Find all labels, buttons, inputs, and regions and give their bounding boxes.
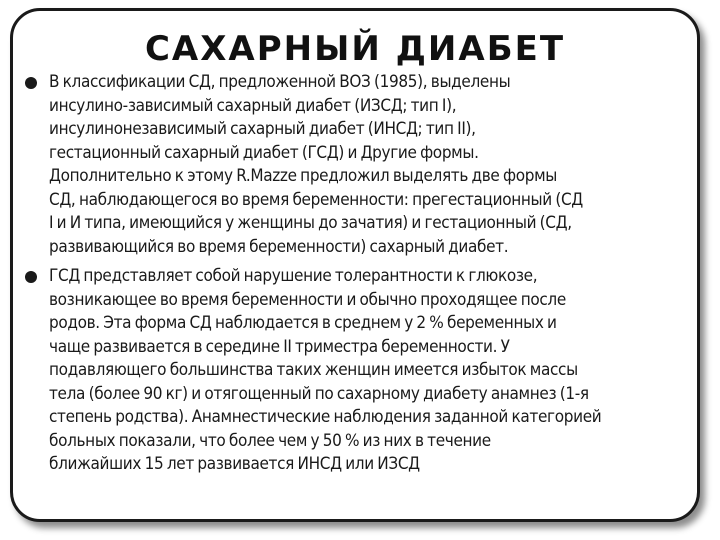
text-line: ближайших 15 лет развивается ИНСД или ИЗСД <box>49 454 420 474</box>
text-line: гестационный сахарный диабет (ГСД) и Другие формы. <box>49 142 479 163</box>
text-line: I и И типа, имеющийся у женщины до зачатия) и гестационный (СД, <box>49 213 572 233</box>
slide-title: САХАРНЫЙ ДИАБЕТ <box>144 29 566 69</box>
text-line: развивающийся во время беременности) сахарный диабет. <box>49 236 509 257</box>
text-line: СД, наблюдающегося во время беременности: прегестационный (СД <box>49 189 583 210</box>
bullet-item-classification <box>23 71 683 259</box>
slide-frame <box>10 8 700 522</box>
text-line: больных показали, что более чем у 50 % из них в течение <box>49 430 491 451</box>
text-line: подавляющего большинства таких женщин имеется избыток массы <box>49 360 578 380</box>
text-line: Дополнительно к этому R.Mazze предложил выделять две формы <box>49 166 558 186</box>
text-line: степень родства). Анамнестические наблюдения заданной категорией <box>49 407 602 427</box>
text-line: возникающее во время беременности и обычно проходящее после <box>49 289 566 310</box>
bullet-marker <box>25 77 37 89</box>
text-line: чаще развивается в середине II триместра беременности. У <box>49 336 510 357</box>
bullet-marker <box>25 271 37 283</box>
text-line: родов. Эта форма СД наблюдается в среднем у 2 % беременных и <box>49 313 557 333</box>
text-line: инсулинонезависимый сахарный диабет (ИНСД; тип II), <box>49 119 476 139</box>
text-line: ГСД представляет собой нарушение толерантности к глюкозе, <box>49 266 538 286</box>
text-line: инсулино-зависимый сахарный диабет (ИЗСД; тип I), <box>49 95 457 116</box>
bullet-list <box>23 71 683 482</box>
text-line: тела (более 90 кг) и отягощенный по сахарному диабету анамнез (1-я <box>49 383 589 404</box>
text-line: В классификации СД, предложенной ВОЗ (1985), выделены <box>49 72 511 92</box>
bullet-item-gestational-diabetes <box>23 265 683 477</box>
